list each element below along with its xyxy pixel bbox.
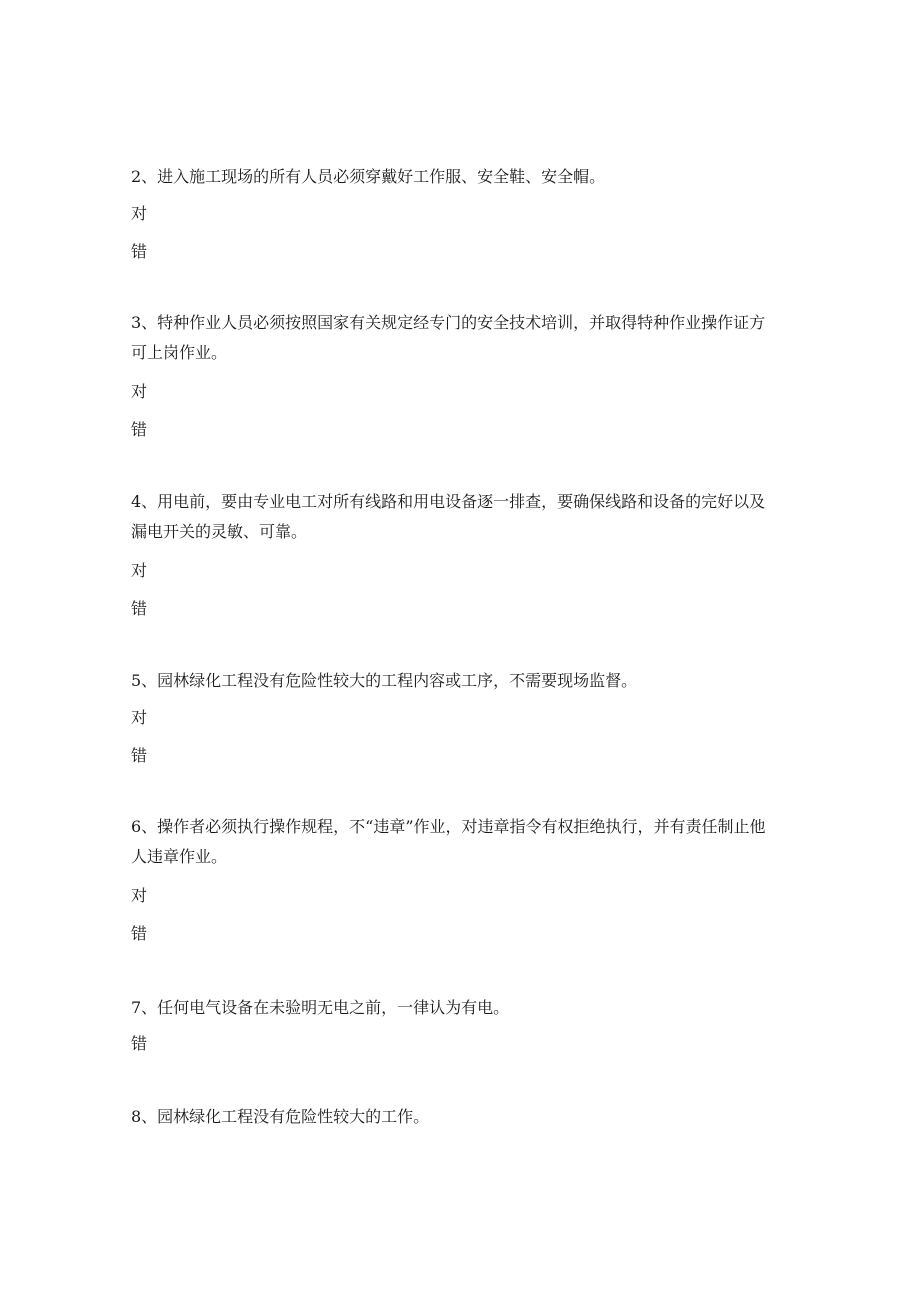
option-true: 对 [131, 204, 148, 223]
option-false: 错 [131, 420, 148, 439]
question-text: 3、特种作业人员必须按照国家有关规定经专门的安全技术培训，并取得特种作业操作证方可上岗作业。 [131, 313, 766, 362]
option-false: 错 [131, 1034, 148, 1053]
option-false: 错 [131, 242, 148, 261]
option-true: 对 [131, 886, 148, 905]
option-false: 错 [131, 599, 148, 618]
question-2 [131, 162, 781, 261]
question-text: 5、园林绿化工程没有危险性较大的工程内容或工序，不需要现场监督。 [131, 671, 638, 690]
option-false: 错 [131, 746, 148, 765]
question-8 [131, 1102, 781, 1132]
question-4 [131, 487, 781, 618]
question-6 [131, 812, 781, 943]
question-5 [131, 666, 781, 765]
question-text: 8、园林绿化工程没有危险性较大的工作。 [131, 1107, 430, 1126]
option-false: 错 [131, 924, 148, 943]
question-text: 6、操作者必须执行操作规程，不“违章”作业，对违章指令有权拒绝执行，并有责任制止他人违章作业。 [131, 817, 766, 866]
question-text: 2、进入施工现场的所有人员必须穿戴好工作服、安全鞋、安全帽。 [131, 167, 606, 186]
question-3 [131, 308, 781, 439]
question-7 [131, 993, 781, 1053]
question-text: 7、任何电气设备在未验明无电之前，一律认为有电。 [131, 998, 510, 1017]
option-true: 对 [131, 561, 148, 580]
question-text: 4、用电前，要由专业电工对所有线路和用电设备逐一排查，要确保线路和设备的完好以及漏电开关的灵敏、可靠。 [131, 492, 766, 541]
option-true: 对 [131, 382, 148, 401]
option-true: 对 [131, 708, 148, 727]
